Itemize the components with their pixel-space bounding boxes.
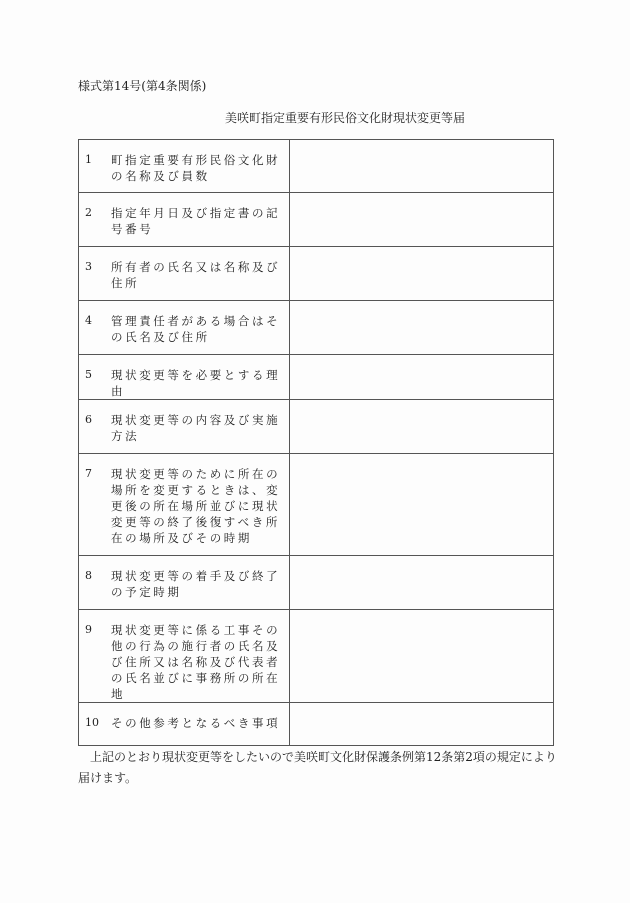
item-description: 現状変更等を必要とする理由: [111, 368, 281, 398]
item-description: 所有者の氏名又は名称及び住所: [111, 260, 281, 290]
item-label: [79, 193, 289, 237]
item-entry-field[interactable]: [290, 556, 554, 610]
item-entry-field[interactable]: [290, 355, 554, 400]
item-entry-field[interactable]: [290, 301, 554, 355]
item-description: 現状変更等の着手及び終了の予定時期: [111, 569, 281, 599]
item-label: [79, 355, 289, 399]
item-description: 現状変更等のために所在の場所を変更するときは、変更後の所在場所並びに現状変更等の終了後復すべき所在の場所及びその時期: [111, 467, 281, 545]
item-label: [79, 610, 289, 702]
item-label-cell: [79, 400, 290, 454]
item-entry-field[interactable]: [290, 193, 554, 247]
item-description: 現状変更等に係る工事その他の行為の施行者の氏名及び住所又は名称及び代表者の氏名並びに事務所の所在地: [111, 623, 281, 701]
item-label-cell: [79, 247, 290, 301]
item-number: 8: [85, 569, 92, 582]
item-number: 4: [85, 314, 92, 327]
table-row: [79, 193, 554, 247]
item-label-cell: [79, 556, 290, 610]
document-title: 美咲町指定重要有形民俗文化財現状変更等届: [224, 111, 465, 125]
item-label: [79, 247, 289, 291]
item-entry-field[interactable]: [290, 400, 554, 454]
item-label: [79, 454, 289, 546]
closing-statement: 上記のとおり現状変更等をしたいので美咲町文化財保護条例第12条第2項の規定により届けます。: [78, 750, 557, 785]
item-number: 3: [85, 260, 92, 273]
table-row: [79, 610, 554, 703]
table-row: [79, 703, 554, 746]
item-number: 7: [85, 467, 92, 480]
form-number: 様式第14号(第4条関係): [78, 79, 207, 93]
item-number: 5: [85, 368, 92, 381]
table-row: [79, 301, 554, 355]
item-number: 10: [85, 716, 99, 729]
item-entry-field[interactable]: [290, 610, 554, 703]
item-number: 1: [85, 153, 92, 166]
item-label-cell: [79, 610, 290, 703]
item-label-cell: [79, 193, 290, 247]
item-label-cell: [79, 140, 290, 193]
table-row: [79, 140, 554, 193]
item-number: 9: [85, 623, 92, 636]
item-entry-field[interactable]: [290, 140, 554, 193]
item-description: 現状変更等の内容及び実施方法: [111, 413, 281, 443]
item-entry-field[interactable]: [290, 703, 554, 746]
table-row: [79, 400, 554, 454]
item-label: [79, 556, 289, 600]
table-row: [79, 556, 554, 610]
table-row: [79, 247, 554, 301]
item-number: 2: [85, 206, 92, 219]
notification-form-table: [78, 139, 554, 746]
item-description: 管理責任者がある場合はその氏名及び住所: [111, 314, 281, 344]
item-label: [79, 703, 289, 731]
item-entry-field[interactable]: [290, 454, 554, 556]
item-description: 指定年月日及び指定書の記号番号: [111, 206, 281, 236]
item-description: 町指定重要有形民俗文化財の名称及び員数: [111, 153, 281, 183]
item-label: [79, 140, 289, 184]
table-row: [79, 454, 554, 556]
item-label-cell: [79, 355, 290, 400]
item-description: その他参考となるべき事項: [111, 716, 281, 730]
item-label: [79, 301, 289, 345]
item-entry-field[interactable]: [290, 247, 554, 301]
item-label: [79, 400, 289, 444]
item-label-cell: [79, 301, 290, 355]
table-row: [79, 355, 554, 400]
item-number: 6: [85, 413, 92, 426]
item-label-cell: [79, 454, 290, 556]
item-label-cell: [79, 703, 290, 746]
